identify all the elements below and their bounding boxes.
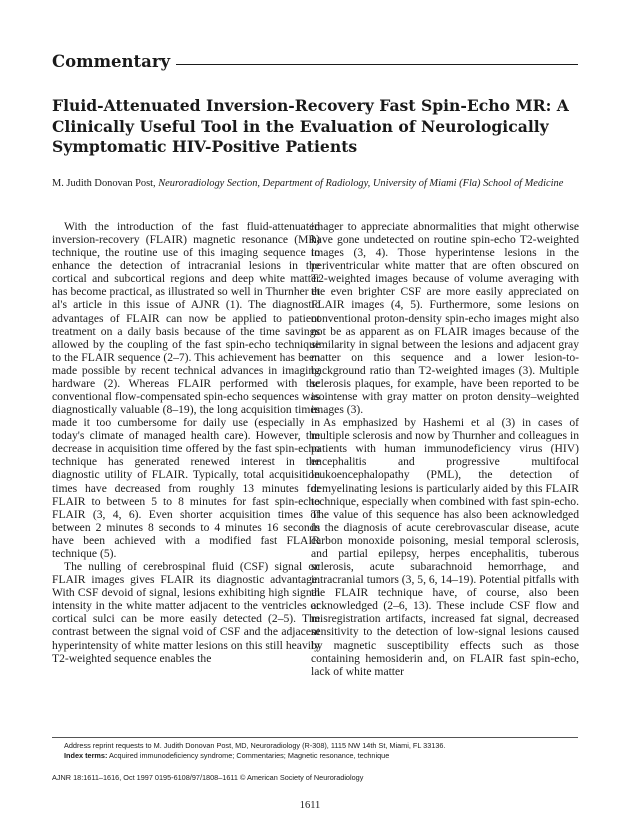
journal-citation: AJNR 18:1611–1616, Oct 1997 0195-6108/97/1808–1611 © American Society of Neuroradiology <box>52 773 364 782</box>
reprint-address: Address reprint requests to M. Judith Donovan Post, MD, Neuroradiology (R-308), 1115 NW 14th St, Miami, FL 33136. <box>64 741 446 750</box>
index-terms <box>64 751 574 761</box>
index-terms-label: Index terms: <box>64 751 108 760</box>
right-column <box>311 220 579 678</box>
footnotes <box>64 741 574 761</box>
section-rule <box>148 64 578 65</box>
left-column <box>52 220 320 665</box>
author-affiliation: Neuroradiology Section, Department of Radiology, University of Miami (Fla) School of Medicine <box>158 178 564 189</box>
body-paragraph: With the introduction of the fast fluid-attenuated inversion-recovery (FLAIR) magnetic resonance (MR) technique, the routine use of this imaging sequence to enhance the detection of intracranial lesions in the cortical and subcortical regions and deep white matter has become practical, as illustrated so well in Thurnher et al's article in this issue of AJNR (1). The diagnostic advantages of FLAIR can now be applied to patient treatment on a daily basis because of the time savings allowed by the coupling of the fast spin-echo technique to the FLAIR sequence (2–7). This achievement has been made possible by recent technical advances in imaging hardware (2). Whereas FLAIR performed with the conventional flow-compensated spin-echo sequences was diagnostically valuable (8–19), the long acquisition times made it too cumbersome for daily use (especially in today's climate of managed health care). However, the decrease in acquisition time offered by the fast spin-echo technique has generated renewed interest in the diagnostic utility of FLAIR. Typically, total acquisition times have decreased from roughly 13 minutes for FLAIR to between 5 to 8 minutes for fast spin-echo FLAIR (3, 4, 6). Even shorter acquisition times of between 2 minutes 8 seconds to 4 minutes 16 seconds have been achieved with a modified fast FLAIR technique (5). <box>52 220 320 560</box>
article-title: Fluid-Attenuated Inversion-Recovery Fast Spin-Echo MR: A Clinically Useful Tool in the Evaluation of Neurologically Symptomatic HIV-Positive Patients <box>52 96 569 156</box>
footnote-rule <box>52 737 578 738</box>
byline <box>52 177 572 191</box>
body-paragraph-continued: imager to appreciate abnormalities that might otherwise have gone undetected on routine spin-echo T2-weighted images (3, 4). Those hyperintense lesions in the periventricular white matter that are often obscured on T2-weighted images because of volume averaging with the even brighter CSF are more easily appreciated on FLAIR images (4, 5). Furthermore, some lesions on conventional proton-density spin-echo images might also not be as apparent as on FLAIR images because of the similarity in signal between the lesions and adjacent gray matter on this sequence and a lower lesion-to-background ratio than T2-weighted images (3). Multiple sclerosis plaques, for example, have been reported to be isointense with gray matter on proton density–weighted images (3). <box>311 220 579 417</box>
section-label: Commentary <box>52 52 176 72</box>
body-paragraph: The nulling of cerebrospinal fluid (CSF) signal on FLAIR images gives FLAIR its diagnostic advantage. With CSF devoid of signal, lesions exhibiting high signal intensity in the white matter adjacent to the ventricles or cortical sulci can be more easily detected (2–5). The contrast between the signal void of CSF and the adjacent hyperintensity of white matter lesions on this still heavily T2-weighted sequence enables the <box>52 560 320 665</box>
section-header <box>52 52 578 76</box>
index-terms-text: Acquired immunodeficiency syndrome; Commentaries; Magnetic resonance, technique <box>109 751 390 760</box>
author-name: M. Judith Donovan Post, <box>52 178 156 189</box>
body-paragraph: As emphasized by Hashemi et al (3) in cases of multiple sclerosis and now by Thurnher and colleagues in patients with human immunodeficiency virus (HIV) encephalitis and progressive multifocal leukoencephalopathy (PML), the detection of demyelinating lesions is particularly aided by this FLAIR technique, especially when combined with fast spin-echo. The value of this sequence has also been acknowledged in the diagnosis of acute cerebrovascular disease, acute carbon monoxide poisoning, mesial temporal sclerosis, and partial epilepsy, herpes encephalitis, tuberous sclerosis, acute subarachnoid hemorrhage, and intracranial tumors (3, 5, 6, 14–19). Potential pitfalls with the FLAIR technique have, of course, also been acknowledged (2–6, 13). These include CSF flow and misregistration artifacts, increased fat signal, decreased sensitivity to the detection of low-signal lesions caused by magnetic susceptibility effects such as those containing hemosiderin and, on FLAIR fast spin-echo, lack of white matter <box>311 416 579 678</box>
page-number: 1611 <box>299 800 321 811</box>
